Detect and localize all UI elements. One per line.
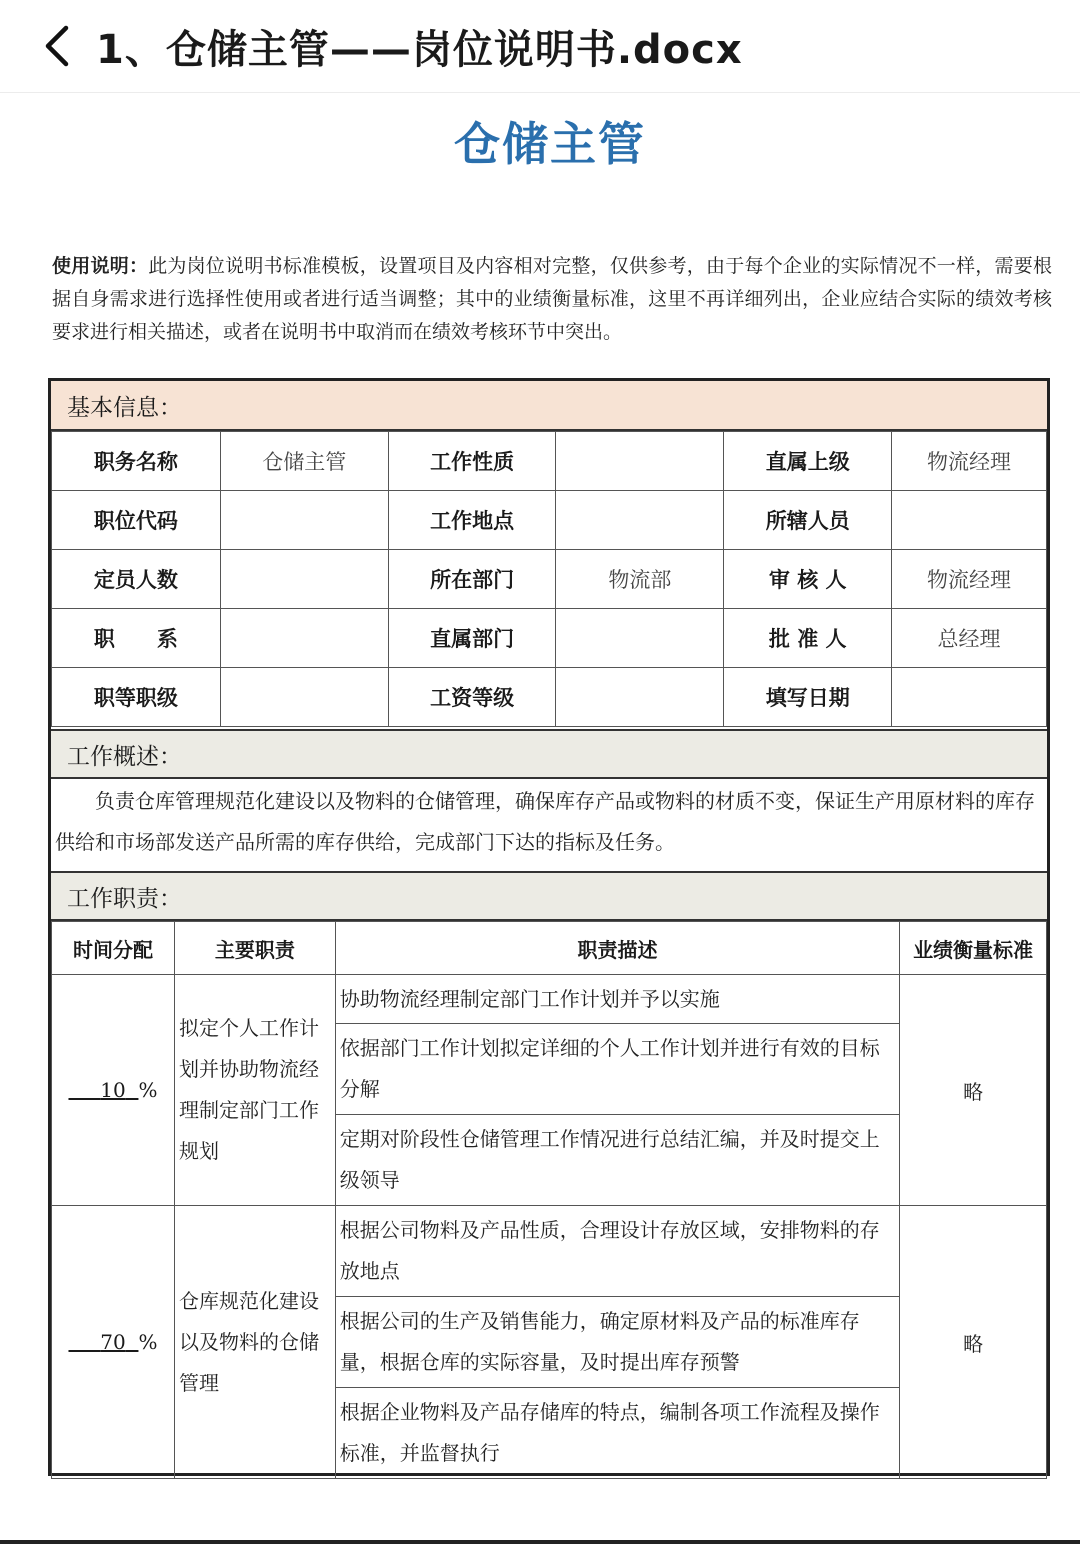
main-duty: 仓库规范化建设以及物料的仓储管理 xyxy=(174,1206,335,1479)
usage-label: 使用说明： xyxy=(52,255,149,277)
field-label: 直属上级 xyxy=(724,432,892,491)
field-value xyxy=(892,668,1047,727)
duty-description: 根据公司物料及产品性质，合理设计存放区域，安排物料的存放地点 xyxy=(335,1206,899,1297)
percent-value xyxy=(68,1078,138,1102)
chevron-left-icon xyxy=(42,25,72,67)
overview-header: 工作概述： xyxy=(51,729,1047,779)
field-label: 职等职级 xyxy=(52,668,221,727)
field-value xyxy=(556,432,724,491)
duty-description: 依据部门工作计划拟定详细的个人工作计划并进行有效的目标分解 xyxy=(335,1024,899,1115)
field-value xyxy=(892,491,1047,550)
duty-description: 协助物流经理制定部门工作计划并予以实施 xyxy=(335,975,899,1024)
main-duty: 拟定个人工作计划并协助物流经理制定部门工作规划 xyxy=(174,975,335,1206)
field-label: 工作性质 xyxy=(388,432,556,491)
field-value xyxy=(220,668,388,727)
document-title: 仓储主管 xyxy=(454,117,646,171)
field-value xyxy=(556,609,724,668)
field-label: 直属部门 xyxy=(388,609,556,668)
field-label: 工资等级 xyxy=(388,668,556,727)
percent-unit: % xyxy=(138,1078,158,1102)
table-header-row xyxy=(52,922,1047,975)
basic-info-table xyxy=(51,431,1047,727)
table-row xyxy=(52,609,1047,668)
field-label: 职务名称 xyxy=(52,432,221,491)
field-label: 职位代码 xyxy=(52,491,221,550)
field-value: 物流部 xyxy=(556,550,724,609)
back-button[interactable] xyxy=(22,0,92,92)
field-value xyxy=(220,491,388,550)
field-value xyxy=(556,491,724,550)
field-label: 审 核 人 xyxy=(724,550,892,609)
performance-standard: 略 xyxy=(900,1206,1047,1479)
bottom-divider xyxy=(0,1540,1080,1544)
file-title: 1、仓储主管——岗位说明书.docx xyxy=(96,26,743,73)
field-value xyxy=(556,668,724,727)
basic-info-header: 基本信息： xyxy=(51,381,1047,431)
duties-header: 工作职责： xyxy=(51,871,1047,921)
time-allocation xyxy=(52,975,175,1206)
duty-description: 根据企业物料及产品存储库的特点，编制各项工作流程及操作标准，并监督执行 xyxy=(335,1388,899,1479)
field-label: 批 准 人 xyxy=(724,609,892,668)
percent-unit: % xyxy=(138,1330,158,1354)
table-row xyxy=(52,491,1047,550)
duty-description: 根据公司的生产及销售能力，确定原材料及产品的标准库存量，根据仓库的实际容量，及时提出库存预警 xyxy=(335,1297,899,1388)
field-value: 总经理 xyxy=(892,609,1047,668)
column-header: 职责描述 xyxy=(335,922,899,975)
field-value: 仓储主管 xyxy=(220,432,388,491)
field-label: 所辖人员 xyxy=(724,491,892,550)
column-header: 主要职责 xyxy=(174,922,335,975)
percent-number: 10 xyxy=(100,1078,126,1102)
time-allocation xyxy=(52,1206,175,1479)
percent-value xyxy=(68,1330,138,1354)
table-row xyxy=(52,668,1047,727)
table-row xyxy=(52,1206,1047,1297)
field-label: 所在部门 xyxy=(388,550,556,609)
performance-standard: 略 xyxy=(900,975,1047,1206)
duties-table xyxy=(51,921,1047,1479)
top-bar xyxy=(0,0,1080,93)
field-label: 填写日期 xyxy=(724,668,892,727)
percent-number: 70 xyxy=(100,1330,126,1354)
job-description-form xyxy=(48,378,1050,1476)
column-header: 时间分配 xyxy=(52,922,175,975)
overview-text: 负责仓库管理规范化建设以及物料的仓储管理，确保库存产品或物料的材质不变，保证生产用原材料的库存供给和市场部发送产品所需的库存供给，完成部门下达的指标及任务。 xyxy=(55,789,1035,854)
field-label: 工作地点 xyxy=(388,491,556,550)
field-value xyxy=(220,609,388,668)
duty-description: 定期对阶段性仓储管理工作情况进行总结汇编，并及时提交上级领导 xyxy=(335,1115,899,1206)
field-label: 职 系 xyxy=(52,609,221,668)
table-row xyxy=(52,975,1047,1024)
field-label: 定员人数 xyxy=(52,550,221,609)
table-row xyxy=(52,550,1047,609)
usage-text: 此为岗位说明书标准模板，设置项目及内容相对完整，仅供参考，由于每个企业的实际情况不一样，需要根据自身需求进行选择性使用或者进行适当调整；其中的业绩衡量标准，这里不再详细列出，企业应结合实际的绩效考核要求进行相关描述，或者在说明书中取消而在绩效考核环节中突出。 xyxy=(52,255,1052,343)
usage-note xyxy=(52,250,1052,349)
table-row xyxy=(52,432,1047,491)
field-value xyxy=(220,550,388,609)
field-value: 物流经理 xyxy=(892,550,1047,609)
column-header: 业绩衡量标准 xyxy=(900,922,1047,975)
field-value: 物流经理 xyxy=(892,432,1047,491)
